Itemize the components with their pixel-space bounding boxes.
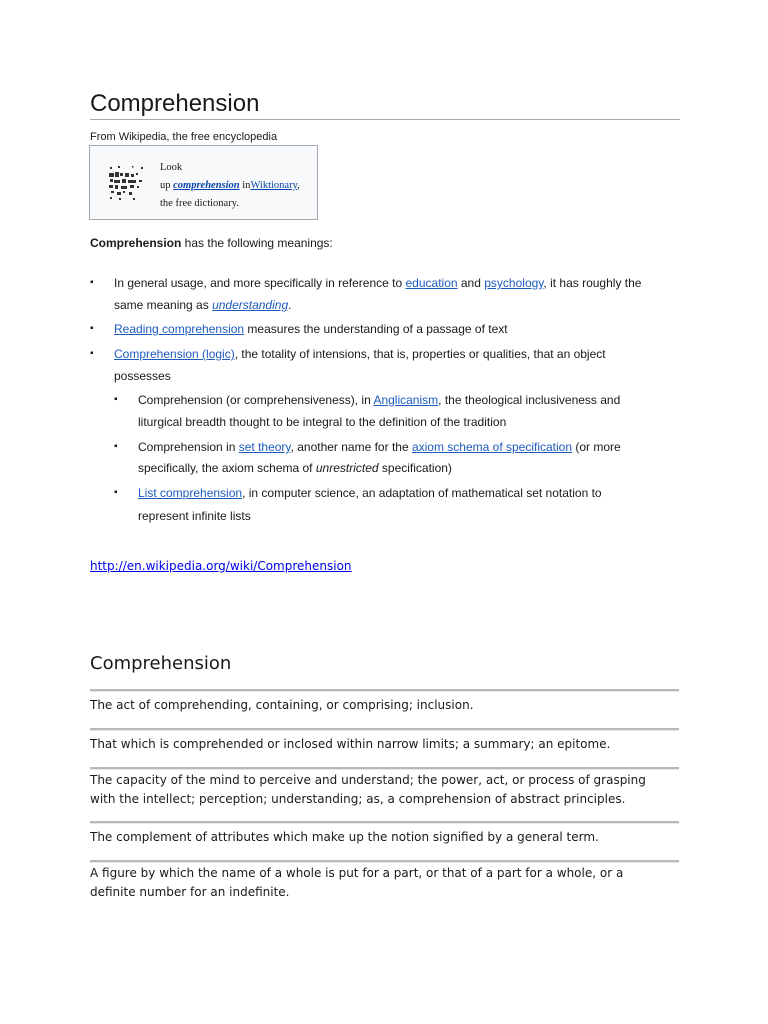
education-link[interactable]: education	[405, 276, 458, 290]
wiktionary-text-line1: Look	[160, 162, 183, 173]
definition-item	[90, 735, 610, 754]
sub-list-item-continuation: liturgical breadth thought to be integral to the definition of the tradition	[138, 415, 507, 429]
anglicanism-link[interactable]: Anglicanism	[373, 393, 439, 407]
definition-item	[90, 771, 646, 809]
bullet-icon: ▪	[114, 487, 118, 498]
list-item: In general usage, and more specifically in reference to education and psychology, it has roughly the	[114, 276, 642, 290]
reading-comprehension-link[interactable]: Reading comprehension	[114, 322, 245, 336]
definition-divider	[90, 767, 679, 770]
definition-item	[90, 864, 623, 902]
wiktionary-text-line2: up comprehension inWiktionary,	[160, 180, 300, 191]
source-url-link[interactable]: http://en.wikipedia.org/wiki/Comprehension	[90, 559, 352, 573]
understanding-link[interactable]: understanding	[212, 298, 289, 312]
bullet-icon: ▪	[114, 394, 118, 405]
definition-line: The complement of attributes which make up the notion signified by a general term.	[90, 830, 599, 844]
list-item: Reading comprehension measures the understanding of a passage of text	[114, 322, 508, 336]
definition-divider	[90, 860, 679, 863]
definition-divider	[90, 689, 679, 692]
set-theory-link[interactable]: set theory	[238, 440, 291, 454]
axiom-schema-link[interactable]: axiom schema of specification	[411, 440, 573, 454]
sub-list-item: List comprehension, in computer science, an adaptation of mathematical set notation to	[138, 486, 602, 500]
comprehension-logic-link[interactable]: Comprehension (logic)	[114, 347, 235, 361]
list-comprehension-link[interactable]: List comprehension	[138, 486, 243, 500]
definition-line: That which is comprehended or inclosed within narrow limits; a summary; an epitome.	[90, 737, 611, 751]
sub-list-item-continuation: specifically, the axiom schema of unrestricted specification)	[138, 461, 452, 475]
wiktionary-link[interactable]: Wiktionary	[250, 180, 298, 191]
list-item-continuation: possesses	[114, 369, 171, 383]
wiktionary-text-line3: the free dictionary.	[160, 198, 239, 209]
bullet-icon: ▪	[90, 277, 94, 288]
page-title: Comprehension	[90, 90, 260, 117]
list-item-continuation: same meaning as understanding.	[114, 298, 292, 312]
definition-line: definite number for an indefinite.	[90, 885, 290, 899]
definition-line: A figure by which the name of a whole is put for a part, or that of a part for a whole, or a	[90, 866, 624, 880]
tagline: From Wikipedia, the free encyclopedia	[90, 131, 278, 143]
sub-list-item: Comprehension in set theory, another name for the axiom schema of specification (or more	[138, 440, 621, 454]
intro-text: Comprehension has the following meanings:	[90, 236, 333, 250]
title-divider	[90, 119, 680, 120]
sub-list-item-continuation: represent infinite lists	[138, 509, 251, 523]
psychology-link[interactable]: psychology	[484, 276, 544, 290]
list-item: Comprehension (logic), the totality of intensions, that is, properties or qualities, that an object	[114, 347, 606, 361]
definition-item	[90, 696, 474, 715]
dictionary-title: Comprehension	[90, 653, 232, 674]
wiktionary-logo-icon	[108, 163, 146, 203]
definition-item	[90, 828, 599, 847]
bullet-icon: ▪	[90, 348, 94, 359]
definition-divider	[90, 821, 679, 824]
bullet-icon: ▪	[90, 323, 94, 334]
definition-line: The capacity of the mind to perceive and understand; the power, act, or process of grasping	[90, 773, 646, 787]
wiktionary-term-link[interactable]: comprehension	[173, 180, 240, 191]
definition-line: The act of comprehending, containing, or comprising; inclusion.	[90, 698, 474, 712]
definition-line: with the intellect; perception; understanding; as, a comprehension of abstract principles.	[90, 792, 626, 806]
sub-list-item: Comprehension (or comprehensiveness), in Anglicanism, the theological inclusiveness and	[138, 393, 621, 407]
bullet-icon: ▪	[114, 441, 118, 452]
definition-divider	[90, 728, 679, 731]
